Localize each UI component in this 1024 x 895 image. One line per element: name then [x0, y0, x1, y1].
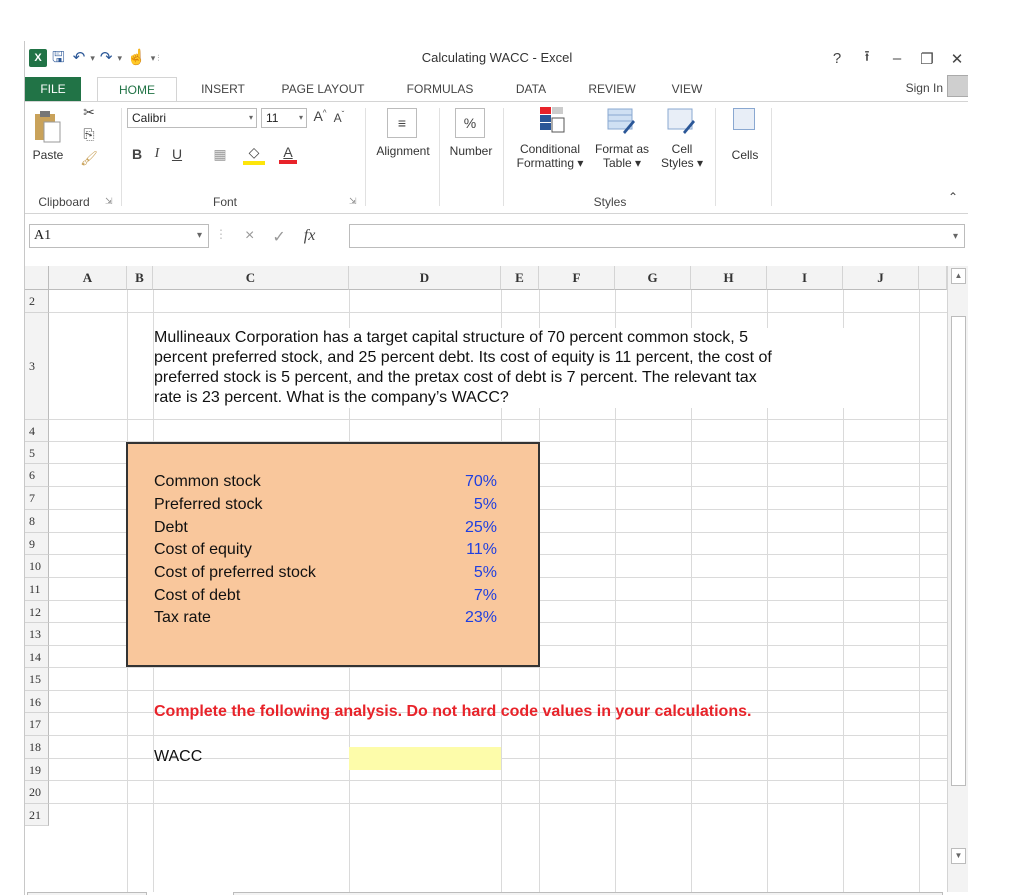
title-bar: [25, 41, 968, 77]
cell-styles-icon[interactable]: [667, 108, 697, 136]
window-title: Calculating WACC - Excel: [421, 50, 573, 65]
column-header-e[interactable]: E: [501, 266, 539, 290]
vertical-scrollbar[interactable]: [947, 266, 968, 895]
tab-home[interactable]: HOME: [97, 77, 177, 102]
wacc-label[interactable]: WACC: [154, 748, 203, 765]
alignment-icon[interactable]: ≡: [387, 108, 417, 138]
scroll-up-icon[interactable]: ▲: [951, 268, 966, 284]
font-size-value: 11: [266, 111, 279, 125]
tab-page-layout[interactable]: PAGE LAYOUT: [281, 82, 365, 96]
borders-icon[interactable]: ▦: [213, 146, 227, 162]
shrink-font-glyph: A: [333, 111, 342, 125]
save-icon[interactable]: 🖫: [52, 49, 65, 66]
styles-group-label: Styles: [593, 195, 627, 209]
row-header-19[interactable]: 19: [25, 759, 49, 781]
row-header-20[interactable]: 20: [25, 781, 49, 804]
copy-icon[interactable]: ⎘: [83, 126, 95, 142]
chevron-down-icon: ▾: [196, 230, 202, 241]
underline-button[interactable]: U: [171, 146, 183, 162]
ribbon-display-icon[interactable]: ⭱: [864, 48, 870, 65]
font-size-select[interactable]: [261, 108, 307, 128]
cells-icon[interactable]: [733, 108, 755, 130]
row-header-2[interactable]: 2: [25, 290, 49, 313]
format-as-table-line2: Table: [602, 156, 632, 170]
excel-logo-icon: X: [29, 49, 47, 67]
column-header-d[interactable]: D: [349, 266, 501, 290]
close-button[interactable]: ✕: [950, 50, 964, 68]
conditional-formatting-button[interactable]: Conditional Formatting ▾: [516, 142, 584, 170]
row-header-8[interactable]: 8: [25, 510, 49, 533]
group-separator: [365, 108, 366, 206]
input-value-debt[interactable]: 25%: [464, 519, 497, 536]
bold-button[interactable]: B: [131, 146, 143, 162]
tab-formulas[interactable]: FORMULAS: [406, 82, 474, 96]
input-label-debt[interactable]: Debt: [154, 519, 188, 536]
grow-font-glyph: A: [313, 108, 323, 124]
fill-color-icon[interactable]: ◇: [243, 144, 265, 165]
gridline: [49, 312, 947, 313]
grow-font-icon[interactable]: A^: [313, 108, 327, 124]
format-as-table-button[interactable]: Format as Table ▾: [594, 142, 649, 170]
tab-insert[interactable]: INSERT: [201, 82, 245, 96]
percent-icon[interactable]: %: [455, 108, 485, 138]
number-button[interactable]: Number: [449, 144, 493, 158]
group-separator: [715, 108, 716, 206]
enter-icon[interactable]: ✓: [272, 229, 286, 246]
redo-icon[interactable]: ↷: [99, 49, 113, 66]
group-separator: [121, 108, 122, 206]
row-header-15[interactable]: 15: [25, 668, 49, 691]
tab-file[interactable]: FILE: [25, 77, 81, 101]
fx-icon[interactable]: fx: [303, 227, 316, 244]
conditional-formatting-icon[interactable]: [539, 106, 565, 136]
formula-input[interactable]: [349, 224, 965, 248]
touch-dropdown-icon[interactable]: ▾: [150, 52, 156, 63]
cells-button[interactable]: Cells: [731, 148, 759, 162]
conditional-formatting-line2: Formatting: [516, 156, 574, 170]
window-controls: [829, 46, 965, 71]
cut-icon[interactable]: ✂: [83, 104, 95, 120]
redo-dropdown-icon[interactable]: ▾: [117, 52, 122, 63]
input-value-preferred-stock[interactable]: 5%: [473, 496, 497, 513]
column-header-i[interactable]: I: [767, 266, 843, 290]
restore-button[interactable]: ❐: [920, 50, 934, 68]
column-header-k[interactable]: [919, 266, 947, 290]
row-header-18[interactable]: 18: [25, 736, 49, 759]
input-label-preferred-stock[interactable]: Preferred stock: [154, 496, 263, 513]
italic-button[interactable]: I: [154, 146, 160, 161]
scroll-down-icon[interactable]: ▼: [951, 848, 966, 864]
input-label-cost-of-preferred-stock[interactable]: Cost of preferred stock: [154, 564, 316, 581]
tab-review[interactable]: REVIEW: [588, 82, 636, 96]
group-separator: [439, 108, 440, 206]
minimize-button[interactable]: –: [892, 50, 902, 67]
input-label-cost-of-debt[interactable]: Cost of debt: [154, 587, 241, 604]
input-label-tax-rate[interactable]: Tax rate: [154, 609, 211, 626]
input-value-cost-of-debt[interactable]: 7%: [473, 587, 497, 604]
shrink-font-icon[interactable]: $A^ˇ$: [333, 110, 345, 125]
clipboard-group-label: Clipboard: [38, 195, 90, 209]
row-header-5[interactable]: 5: [25, 442, 49, 464]
sign-in-link[interactable]: Sign In: [905, 81, 943, 95]
format-painter-icon[interactable]: 🖌: [80, 150, 98, 166]
problem-line: percent preferred stock, and 25 percent debt. Its cost of equity is 11 percent, the cost of: [154, 349, 772, 366]
problem-line: Mullineaux Corporation has a target capital structure of 70 percent common stock, 5: [154, 329, 749, 346]
excel-window: [24, 41, 968, 895]
problem-line: rate is 23 percent. What is the company’s WACC?: [154, 389, 509, 406]
row-header-12[interactable]: 12: [25, 601, 49, 623]
gridline: [49, 780, 947, 781]
cancel-icon[interactable]: ×: [245, 227, 255, 244]
column-header-b[interactable]: B: [127, 266, 153, 290]
undo-icon[interactable]: ↶: [72, 49, 86, 66]
gridline: [49, 803, 947, 804]
gridline: [49, 667, 947, 668]
paste-icon[interactable]: [31, 110, 63, 144]
column-header-h[interactable]: H: [691, 266, 767, 290]
chevron-down-icon: ▾: [298, 113, 303, 122]
row-header-17[interactable]: 17: [25, 713, 49, 736]
name-box-value: A1: [34, 228, 52, 243]
input-value-tax-rate[interactable]: 23%: [464, 609, 497, 626]
tab-view[interactable]: VIEW: [671, 82, 703, 96]
tab-data[interactable]: DATA: [515, 82, 547, 96]
input-value-cost-of-preferred-stock[interactable]: 5%: [473, 564, 497, 581]
avatar[interactable]: [947, 75, 968, 97]
font-name-select[interactable]: [127, 108, 257, 128]
font-name-value: Calibri: [132, 111, 167, 125]
problem-line: preferred stock is 5 percent, and the pretax cost of debt is 7 percent. The relevant tax: [154, 369, 757, 386]
cell-styles-button[interactable]: Cell Styles ▾: [660, 142, 704, 170]
group-separator: [771, 108, 772, 206]
conditional-formatting-line1: Conditional: [519, 142, 581, 156]
ribbon-tabs: [25, 77, 968, 101]
column-header-c[interactable]: C: [153, 266, 349, 290]
group-separator: [503, 108, 504, 206]
input-label-common-stock[interactable]: Common stock: [154, 473, 261, 490]
column-header-f[interactable]: F: [539, 266, 615, 290]
ribbon-home: [25, 101, 968, 214]
customize-qat-icon[interactable]: ⫶: [157, 52, 160, 63]
format-as-table-line1: Format as: [594, 142, 649, 156]
row-header-10[interactable]: 10: [25, 555, 49, 578]
font-launcher-icon[interactable]: ⇲: [349, 196, 357, 206]
row-header-14[interactable]: 14: [25, 646, 49, 668]
cell-styles-line2: Styles: [660, 156, 694, 170]
font-color-icon[interactable]: A: [279, 144, 297, 164]
help-icon[interactable]: ?: [832, 50, 842, 67]
row-header-16[interactable]: 16: [25, 691, 49, 713]
problem-statement[interactable]: [154, 328, 914, 408]
input-value-cost-of-equity[interactable]: 11%: [466, 541, 497, 558]
row-header-4[interactable]: 4: [25, 420, 49, 442]
touch-mode-icon[interactable]: ☝: [127, 49, 146, 66]
collapse-ribbon-icon[interactable]: ⌃: [947, 190, 959, 204]
column-header-j[interactable]: J: [843, 266, 919, 290]
gridline: [49, 419, 947, 420]
column-header-g[interactable]: G: [615, 266, 691, 290]
wacc-answer-cell[interactable]: [349, 747, 501, 770]
row-header-6[interactable]: 6: [25, 464, 49, 487]
gridline: [919, 290, 920, 895]
paste-label[interactable]: Paste: [32, 148, 64, 162]
formula-bar: [25, 221, 968, 251]
row-header-13[interactable]: 13: [25, 623, 49, 646]
alignment-button[interactable]: Alignment: [376, 144, 430, 158]
row-header-11[interactable]: 11: [25, 578, 49, 601]
column-header-a[interactable]: A: [49, 266, 127, 290]
row-header-21[interactable]: 21: [25, 804, 49, 826]
font-group-label: Font: [212, 195, 237, 209]
name-box[interactable]: [29, 224, 209, 248]
row-header-7[interactable]: 7: [25, 487, 49, 510]
cell-styles-line1: Cell: [671, 142, 693, 156]
format-as-table-icon[interactable]: [607, 108, 637, 136]
formula-sep-icon: ⋮: [215, 227, 227, 241]
gridline: [49, 735, 947, 736]
undo-dropdown-icon[interactable]: ▾: [90, 52, 95, 63]
instruction-text[interactable]: Complete the following analysis. Do not hard code values in your calculations.: [154, 703, 752, 720]
chevron-down-icon: ▾: [248, 113, 253, 122]
select-all-corner[interactable]: [25, 266, 49, 290]
expand-formula-bar-icon[interactable]: ▾: [952, 231, 958, 242]
row-header-9[interactable]: 9: [25, 533, 49, 555]
formula-buttons: [215, 227, 315, 247]
gridline: [49, 690, 947, 691]
row-header-3[interactable]: 3: [25, 313, 49, 420]
scroll-thumb[interactable]: [951, 316, 966, 786]
input-value-common-stock[interactable]: 70%: [464, 473, 497, 490]
input-label-cost-of-equity[interactable]: Cost of equity: [154, 541, 252, 558]
clipboard-launcher-icon[interactable]: ⇲: [105, 196, 113, 206]
